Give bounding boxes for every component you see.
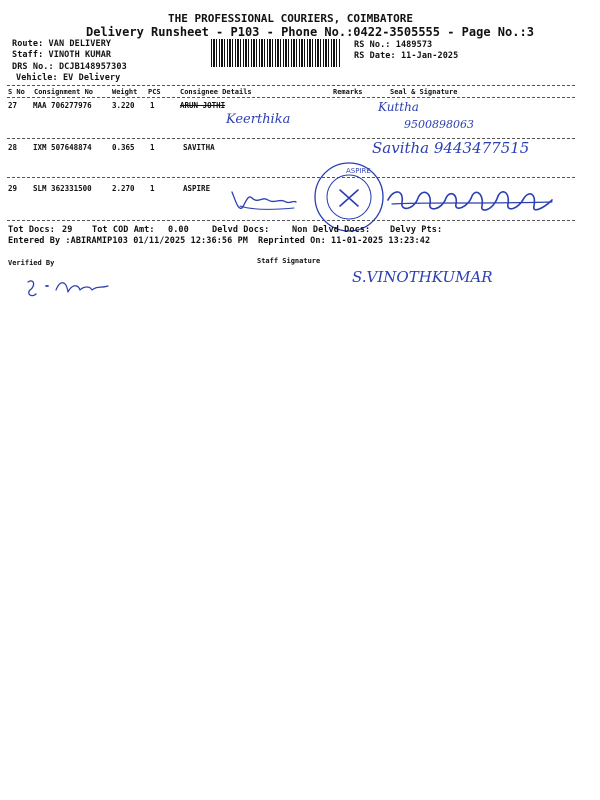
- row-27-sno: 27: [8, 101, 18, 110]
- row-28-divider: [7, 177, 575, 178]
- verified-by-signature: [22, 272, 122, 302]
- row-29-divider: [7, 220, 575, 221]
- row-29-signature-scribble: [228, 184, 298, 216]
- col-weight: Weight: [112, 88, 138, 96]
- row-29-consignee: ASPIRE: [183, 184, 211, 193]
- row-29-sno: 29: [8, 184, 18, 193]
- col-seal-signature: Seal & Signature: [390, 88, 458, 96]
- delvy-pts-label: Delvy Pts:: [390, 225, 443, 235]
- row-27-weight: 3.220: [112, 101, 135, 110]
- row-27-signature: Kuttha: [378, 100, 419, 114]
- verified-by-label: Verified By: [8, 259, 55, 267]
- row-28-sno: 28: [8, 143, 18, 152]
- row-27-handwritten-name: Keerthika: [226, 112, 291, 127]
- row-29-weight: 2.270: [112, 184, 135, 193]
- entered-by: Entered By :ABIRAMIP103 01/11/2025 12:36:56 PM: [8, 236, 249, 246]
- row-27-phone: 9500898063: [404, 118, 474, 131]
- stamp-label: ASPIRE: [346, 167, 371, 175]
- barcode: [211, 39, 341, 67]
- row-28-consignee: SAVITHA: [183, 143, 215, 152]
- rs-date: RS Date: 11-Jan-2025: [354, 51, 459, 61]
- drs-number: DRS No.: DCJB148957303: [12, 62, 127, 72]
- row-29-pcs: 1: [150, 184, 155, 193]
- tot-docs-value: 29: [62, 225, 73, 235]
- row-29-seal-scribble: [384, 182, 559, 218]
- table-top-rule: [7, 85, 575, 86]
- aspire-seal-stamp: [312, 160, 386, 234]
- runsheet-subtitle: Delivery Runsheet - P103 - Phone No.:0422-3505555 - Page No.:3: [86, 25, 534, 39]
- tot-cod-value: 0.00: [168, 225, 189, 235]
- delvd-docs-label: Delvd Docs:: [212, 225, 270, 235]
- row-28-handwritten-sig: Savitha 9443477515: [372, 139, 530, 157]
- col-consignee: Consignee Details: [180, 88, 252, 96]
- staff: Staff: VINOTH KUMAR: [12, 50, 112, 60]
- col-sno: S No: [8, 88, 25, 96]
- staff-signature-label: Staff Signature: [257, 257, 321, 265]
- col-remarks: Remarks: [333, 88, 363, 96]
- row-27-pcs: 1: [150, 101, 155, 110]
- col-pcs: PCS: [148, 88, 161, 96]
- tot-cod-label: Tot COD Amt:: [92, 225, 155, 235]
- table-header-rule: [7, 97, 575, 98]
- vehicle: Vehicle: EV Delivery: [16, 73, 121, 83]
- row-28-consignment: IXM 507648874: [33, 143, 92, 152]
- row-27-consignee: ARUN JOTHI: [180, 101, 226, 110]
- rs-number: RS No.: 1489573: [354, 40, 433, 50]
- non-delvd-docs-label: Non Delvd Docs:: [292, 225, 371, 235]
- company-title: THE PROFESSIONAL COURIERS, COIMBATORE: [168, 12, 414, 25]
- staff-signature-name: S.VINOTHKUMAR: [352, 268, 493, 286]
- tot-docs-label: Tot Docs:: [8, 225, 55, 235]
- row-29-consignment: SLM 362331500: [33, 184, 92, 193]
- row-28-weight: 0.365: [112, 143, 135, 152]
- route: Route: VAN DELIVERY: [12, 39, 112, 49]
- row-28-pcs: 1: [150, 143, 155, 152]
- row-27-consignment: MAA 706277976: [33, 101, 92, 110]
- col-consignment: Consignment No: [34, 88, 94, 96]
- reprinted-on: Reprinted On: 11-01-2025 13:23:42: [258, 236, 431, 246]
